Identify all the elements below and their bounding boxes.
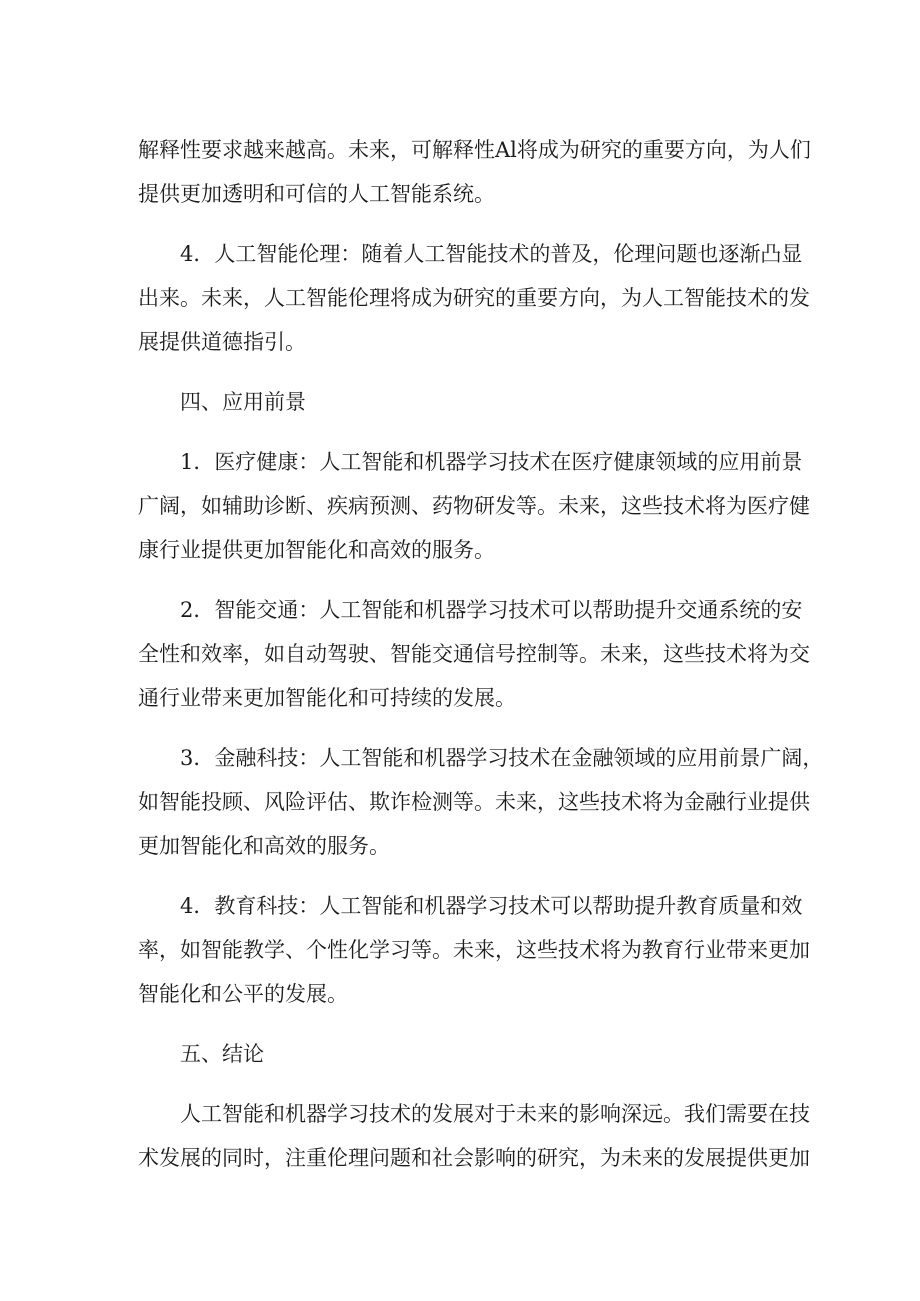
text-line: 解释性要求越来越高。未来，可解释性Al将成为研究的重要方向，为人们: [138, 138, 811, 162]
text-line: 出来。未来，人工智能伦理将成为研究的重要方向，为人工智能技术的发: [138, 286, 810, 310]
paragraph-fintech: [138, 736, 824, 868]
paragraph-transport: [138, 588, 810, 720]
text-line: 2．智能交通：人工智能和机器学习技术可以帮助提升交通系统的安: [180, 598, 803, 622]
text-line: 4．教育科技：人工智能和机器学习技术可以帮助提升教育质量和效: [180, 894, 803, 918]
text-line: 展提供道德指引。: [138, 330, 306, 354]
text-line: 3．金融科技：人工智能和机器学习技术在金融领域的应用前景广阔，: [180, 746, 824, 770]
text-line: 人工智能和机器学习技术的发展对于未来的影响深远。我们需要在技: [180, 1102, 810, 1126]
text-line: 术发展的同时，注重伦理问题和社会影响的研究，为未来的发展提供更加: [138, 1146, 810, 1170]
section-heading-application: 四、应用前景: [180, 390, 306, 414]
text-line: 4．人工智能伦理：随着人工智能技术的普及，伦理问题也逐渐凸显: [180, 242, 803, 266]
text-line: 1．医疗健康：人工智能和机器学习技术在医疗健康领域的应用前景: [180, 450, 803, 474]
text-line: 全性和效率，如自动驾驶、智能交通信号控制等。未来，这些技术将为交: [138, 642, 810, 666]
text-line: 提供更加透明和可信的人工智能系统。: [138, 182, 495, 206]
text-line: 通行业带来更加智能化和可持续的发展。: [138, 686, 516, 710]
text-line: 如智能投顾、风险评估、欺诈检测等。未来，这些技术将为金融行业提供: [138, 790, 810, 814]
document-page: [138, 128, 824, 1196]
paragraph-edtech: [138, 884, 810, 1016]
paragraph-healthcare: [138, 440, 810, 572]
text-line: 康行业提供更加智能化和高效的服务。: [138, 538, 495, 562]
paragraph-conclusion: [138, 1092, 810, 1180]
text-line: 广阔，如辅助诊断、疾病预测、药物研发等。未来，这些技术将为医疗健: [138, 494, 810, 518]
text-line: 率，如智能教学、个性化学习等。未来，这些技术将为教育行业带来更加: [138, 938, 810, 962]
text-line: 智能化和公平的发展。: [138, 982, 348, 1006]
text-line: 更加智能化和高效的服务。: [138, 834, 390, 858]
paragraph-explainability: [138, 128, 811, 216]
paragraph-ai-ethics: [138, 232, 810, 364]
section-heading-conclusion: 五、结论: [180, 1042, 264, 1066]
